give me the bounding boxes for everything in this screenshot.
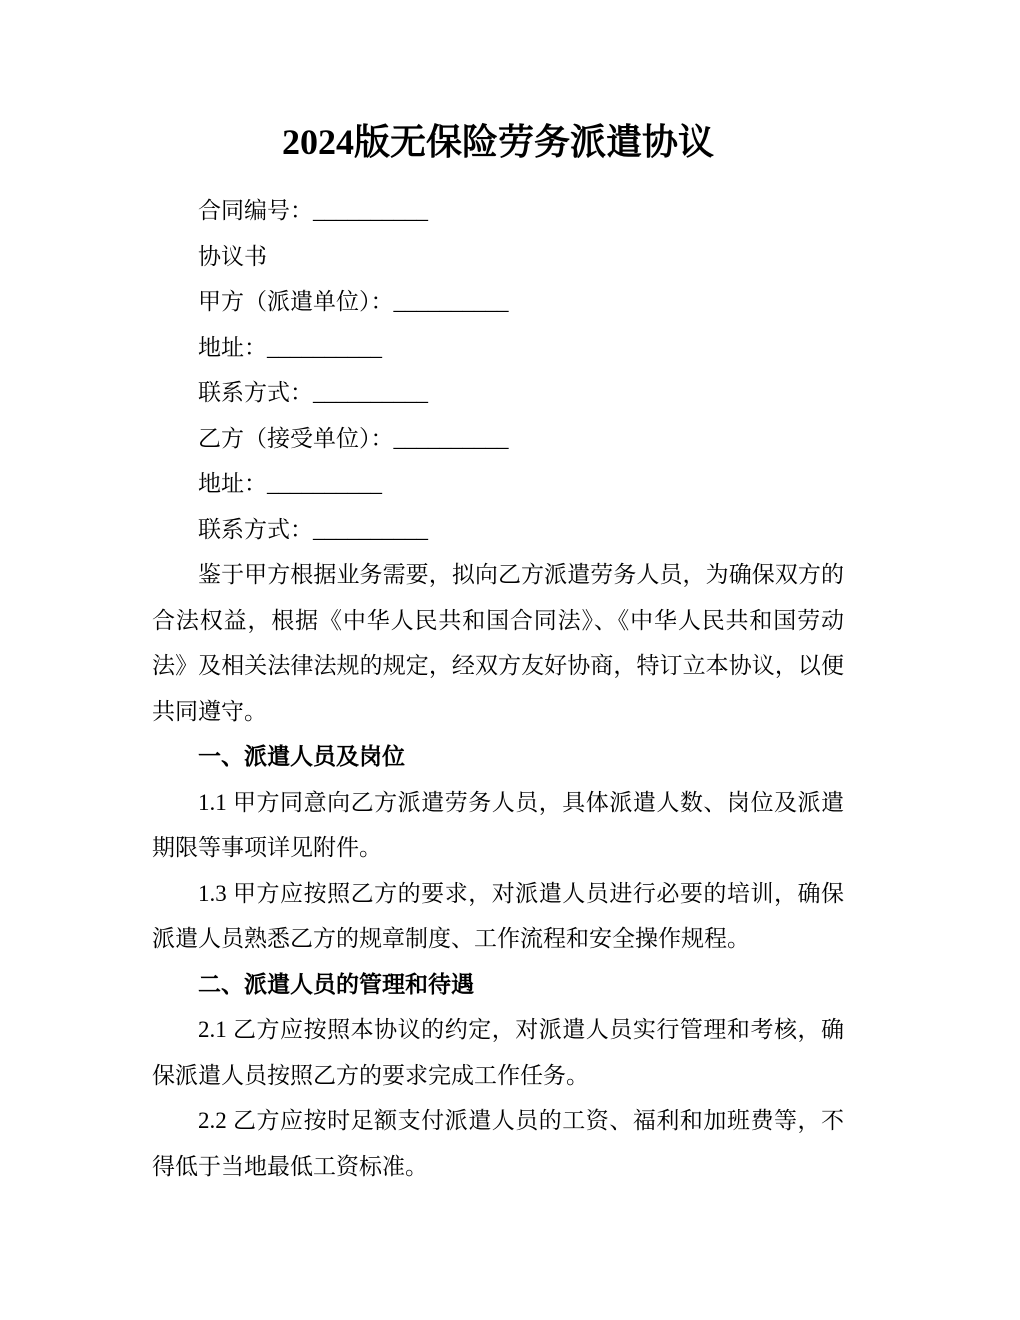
form-line-party-a [152, 279, 844, 325]
form-label-party-a-address: 地址： [198, 334, 267, 360]
clause-2-1: 2.1 乙方应按照本协议的约定，对派遣人员实行管理和考核，确保派遣人员按照乙方的要求完成工作任务。 [152, 1017, 844, 1088]
form-line-party-b [152, 416, 844, 462]
blank-line-party-a-contact: __________ [313, 380, 428, 405]
blank-line-party-a: __________ [393, 289, 509, 314]
form-line-agreement-label [152, 234, 844, 280]
form-label-contract-number: 合同编号： [198, 198, 313, 223]
form-line-party-a-contact [152, 370, 844, 416]
document-body [152, 188, 844, 1189]
form-line-contract-number [152, 188, 844, 234]
blank-line-party-b: __________ [393, 425, 509, 451]
blank-line-contract-number: __________ [313, 198, 428, 223]
form-label-party-b: 乙方（接受单位）： [198, 425, 394, 451]
form-label-party-a-contact: 联系方式： [198, 380, 313, 405]
clause-2-2: 2.2 乙方应按时足额支付派遣人员的工资、福利和加班费等，不得低于当地最低工资标准。 [152, 1108, 844, 1179]
form-line-party-b-address [152, 461, 844, 507]
section-1-heading: 一、派遣人员及岗位 [198, 744, 405, 769]
clause-1-1: 1.1 甲方同意向乙方派遣劳务人员，具体派遣人数、岗位及派遣期限等事项详见附件。 [152, 789, 844, 860]
form-label-party-b-address: 地址： [198, 471, 267, 496]
document-title: 2024版无保险劳务派遣协议 [281, 122, 714, 162]
paragraph-preamble: 鉴于甲方根据业务需要，拟向乙方派遣劳务人员，为确保双方的合法权益，根据《中华人民共和国合同法》、《中华人民共和国劳动法》及相关法律法规的规定，经双方友好协商，特订立本协议，以便共同遵守。 [152, 562, 844, 724]
form-label-agreement: 协议书 [198, 243, 267, 269]
blank-line-party-a-address: __________ [267, 334, 382, 360]
blank-line-party-b-address: __________ [267, 471, 382, 496]
form-line-party-a-address [152, 325, 844, 371]
form-label-party-b-contact: 联系方式： [198, 516, 313, 542]
blank-line-party-b-contact: __________ [313, 516, 428, 542]
clause-1-3: 1.3 甲方应按照乙方的要求，对派遣人员进行必要的培训，确保派遣人员熟悉乙方的规章制度、工作流程和安全操作规程。 [152, 880, 844, 951]
form-line-party-b-contact [152, 507, 844, 553]
form-label-party-a: 甲方（派遣单位）： [198, 289, 394, 314]
section-2-heading: 二、派遣人员的管理和待遇 [198, 971, 474, 997]
